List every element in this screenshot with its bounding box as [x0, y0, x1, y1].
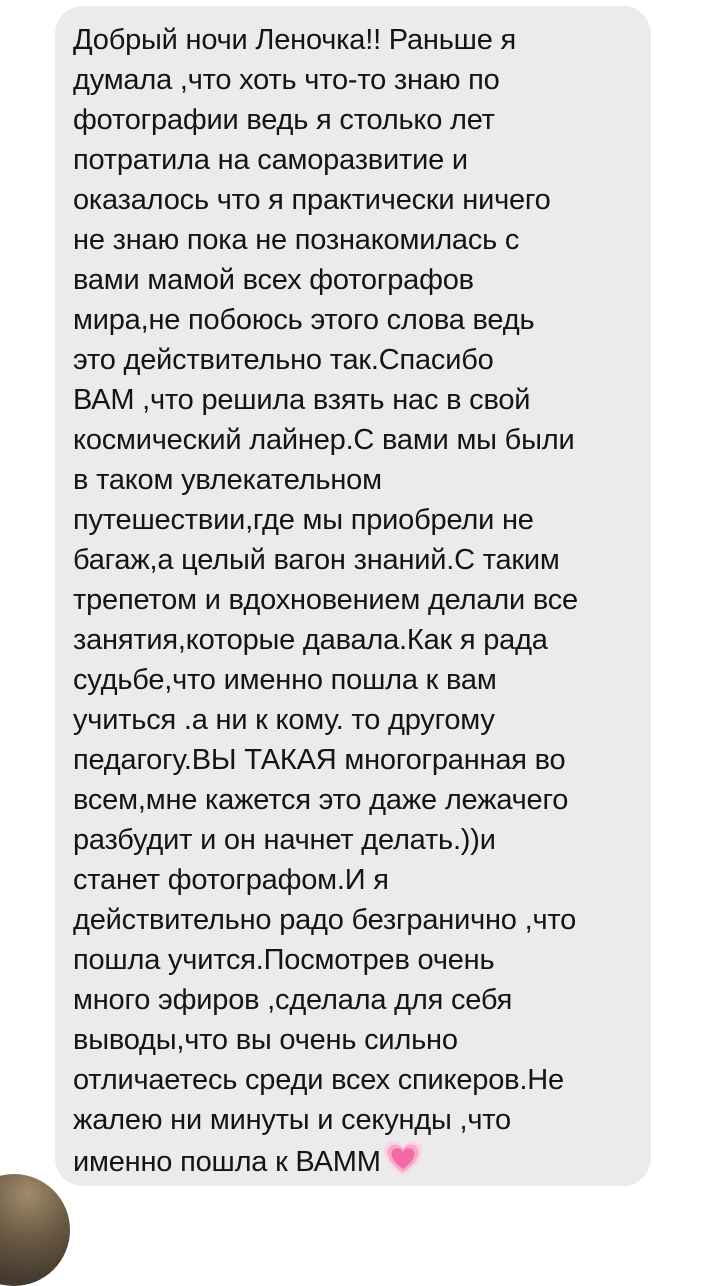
message-text: Добрый ночи Леночка!! Раньше я думала ,что хоть что-то знаю по фотографии ведь я столько лет потратила на саморазвитие и оказалось что я практически ничего не знаю пока не познакомилась с вами мамой всех фотографов мира,не побоюсь этого слова ведь это действительно так.Спасибо ВАМ ,что решила взять нас в свой космический лайнер.С вами мы были в таком увлекательном путешествии,где мы приобрели не багаж,а целый вагон знаний.С таким трепетом и вдохновением делали все занятия,которые давала.Как я рада судьбе,что именно пошла к вам учиться .а ни к кому. то другому педагогу.ВЫ ТАКАЯ многогранная во всем,мне кажется это даже лежачего разбудит и он начнет делать.))и станет фотографом.И я действительно радо безгранично ,что пошла учится.Посмотрев очень много эфиров ,сделала для себя выводы,что вы очень сильно отличаетесь среди всех спикеров.Не жалею ни минуты и секунды ,что именно пошла к ВАММ: [73, 24, 578, 1178]
growing-heart-icon: [383, 1140, 423, 1178]
avatar[interactable]: [0, 1174, 70, 1286]
message-paragraph: [73, 20, 641, 1182]
message-bubble[interactable]: [55, 6, 651, 1186]
